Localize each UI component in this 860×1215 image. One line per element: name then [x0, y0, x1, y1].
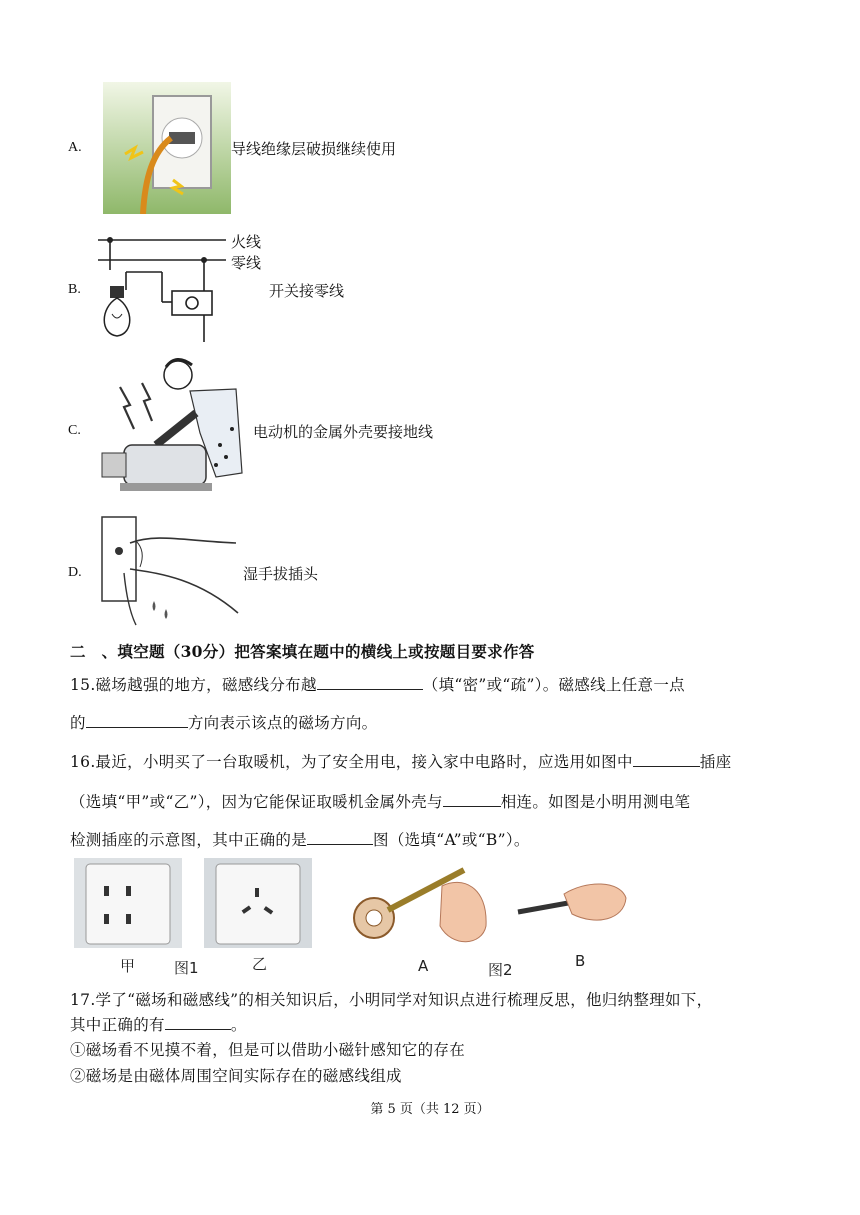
- figure-1-caption: 图1: [174, 959, 199, 977]
- section-heading: 二 、填空题（30分）把答案填在题中的横线上或按题目要求作答: [70, 642, 535, 661]
- q17-text-a: 其中正确的有: [70, 1016, 165, 1034]
- q15-text-c: 的: [70, 714, 86, 732]
- test-pen-a-illustration: [352, 856, 492, 952]
- option-b-letter: B.: [68, 282, 81, 297]
- figure-label-yi: 乙: [252, 955, 268, 973]
- q17-statement-2: ②磁场是由磁体周围空间实际存在的磁感线组成: [70, 1067, 402, 1085]
- q17-statement-1: ①磁场看不见摸不着，但是可以借助小磁针感知它的存在: [70, 1041, 466, 1059]
- q17-text-b: 。: [230, 1016, 247, 1034]
- option-a-text: 导线绝缘层破损继续使用: [231, 140, 397, 158]
- question-16-line-3: [70, 828, 530, 850]
- question-17-line-2: [70, 1013, 247, 1035]
- q16-blank-3[interactable]: [307, 830, 373, 845]
- q15-text-d: 方向表示该点的磁场方向。: [187, 714, 378, 732]
- q16-text-d: 相连。如图是小明用测电笔: [500, 793, 691, 811]
- option-c-text: 电动机的金属外壳要接地线: [253, 423, 434, 441]
- motor-grounding-illustration: [96, 353, 252, 501]
- question-16-line-1: [70, 750, 731, 772]
- q15-text-b: （填“密”或“疏”）。磁感线上任意一点: [422, 676, 685, 694]
- figure-label-a: A: [418, 957, 429, 975]
- q15-blank-1[interactable]: [317, 675, 423, 690]
- test-pen-b-illustration: [516, 858, 630, 938]
- socket-yi-illustration: [204, 858, 312, 948]
- q16-text-f: 图（选填“A”或“B”）。: [373, 831, 530, 849]
- option-b-text: 开关接零线: [269, 282, 345, 300]
- q16-blank-2[interactable]: [443, 792, 501, 807]
- q16-text-b: 插座: [699, 753, 732, 771]
- option-d-letter: D.: [68, 565, 82, 580]
- q16-blank-1[interactable]: [633, 752, 700, 767]
- question-15-line-1: [70, 673, 685, 695]
- option-a-letter: A.: [68, 140, 82, 155]
- q16-text-c: （选填“甲”或“乙”），因为它能保证取暖机金属外壳与: [70, 793, 443, 811]
- figure-label-jia: 甲: [120, 957, 136, 975]
- q16-text-e: 检测插座的示意图，其中正确的是: [70, 831, 308, 849]
- question-15-line-2: [70, 711, 377, 733]
- option-c-letter: C.: [68, 423, 81, 438]
- page-footer: 第 5 页（共 12 页）: [370, 1102, 490, 1117]
- figure-label-b: B: [575, 952, 586, 970]
- q16-text-a: 16.最近，小明买了一台取暖机，为了安全用电，接入家中电路时，应选用如图中: [70, 753, 633, 771]
- q15-text-a: 15.磁场越强的地方，磁感线分布越: [70, 676, 317, 694]
- q17-blank[interactable]: [165, 1015, 231, 1030]
- wet-hand-plug-illustration: [96, 513, 242, 627]
- neutral-wire-label: 零线: [231, 254, 262, 272]
- socket-jia-illustration: [74, 858, 182, 948]
- live-wire-label: 火线: [231, 233, 262, 251]
- figure-2-caption: 图2: [488, 961, 513, 979]
- question-16-line-2: [70, 790, 690, 812]
- q15-blank-2[interactable]: [86, 713, 188, 728]
- option-d-text: 湿手拔插头: [243, 565, 319, 583]
- damaged-wire-socket-illustration: [103, 82, 231, 214]
- question-17-line-1: 17.学了“磁场和磁感线”的相关知识后，小明同学对知识点进行梳理反思，他归纳整理如下，: [70, 991, 713, 1009]
